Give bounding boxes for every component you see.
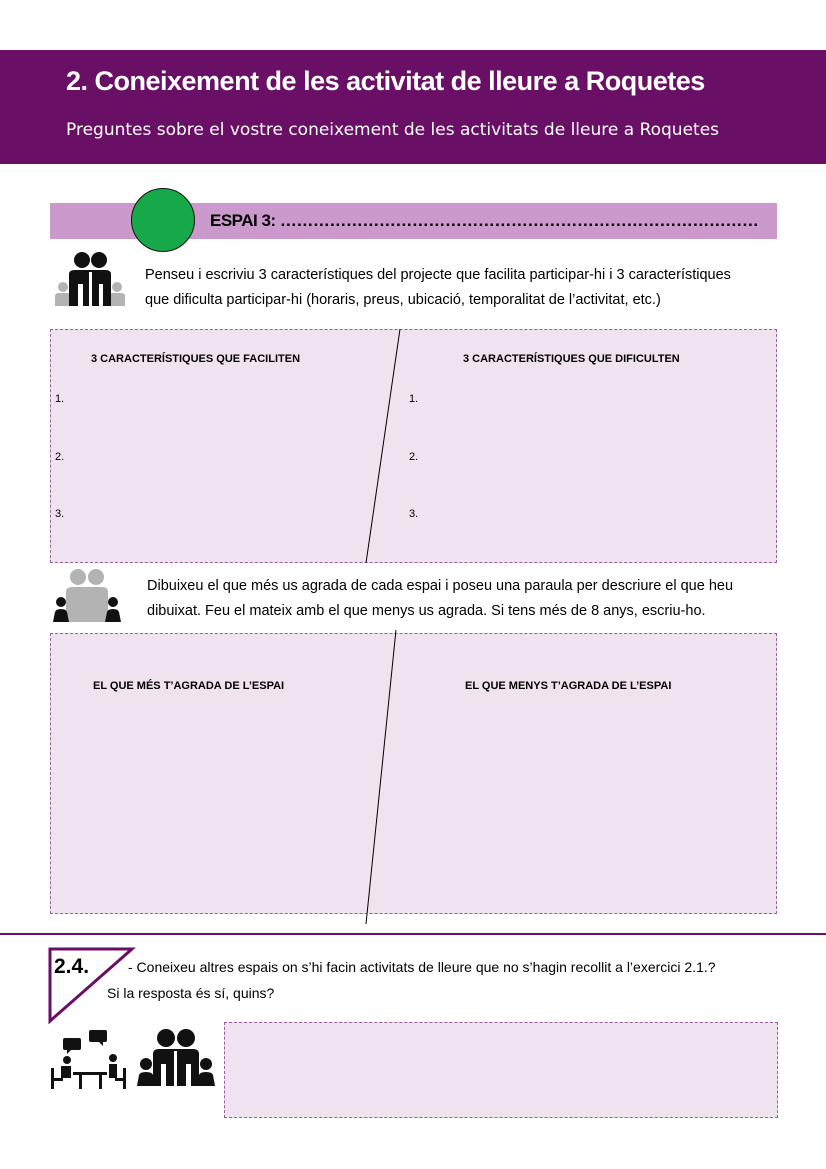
facilitate-heading: 3 CARACTERÍSTIQUES QUE FACILITEN: [91, 353, 301, 365]
divider-line: [360, 329, 410, 565]
drawing-divider-line: [360, 630, 410, 926]
hinder-heading: 3 CARACTERÍSTIQUES QUE DIFICULTEN: [463, 353, 680, 365]
dislike-heading: EL QUE MENYS T’AGRADA DE L’ESPAI: [465, 680, 672, 692]
like-heading: EL QUE MÉS T’AGRADA DE L’ESPAI: [93, 680, 285, 692]
question-line1: - Coneixeu altres espais on s’hi facin activitats de lleure que no s’hagin recollit a l’exercici 2.1.?: [128, 959, 716, 975]
answer-box[interactable]: [224, 1022, 778, 1118]
page-subtitle: Preguntes sobre el vostre coneixement de les activitats de lleure a Roquetes: [66, 120, 720, 140]
hinder-item-1[interactable]: 1.: [409, 393, 419, 405]
group-people-icon: [53, 250, 133, 308]
instruction-2-line1: Dibuixeu el que més us agrada de cada espai i poseu una paraula per descriure el que heu: [147, 578, 734, 594]
instruction-1-line1: Penseu i escriviu 3 característiques del projecte que facilita participar-hi i 3 característiques: [145, 267, 731, 283]
hinder-item-3[interactable]: 3.: [409, 508, 419, 520]
question-number: 2.4.: [54, 955, 90, 978]
espai-label: ESPAI 3: ……………………………………………………………………………: [210, 211, 759, 230]
question-line2: Si la resposta és sí, quins?: [107, 985, 275, 1001]
meeting-icon: [49, 1028, 129, 1090]
facilitate-item-3[interactable]: 3.: [55, 508, 65, 520]
instruction-1-line2: que dificulta participar-hi (horaris, preus, ubicació, temporalitat de l’activitat, etc.): [145, 292, 661, 308]
instruction-2-line2: dibuixat. Feu el mateix amb el que menys us agrada. Si tens més de 8 anys, escriu-ho.: [147, 603, 706, 619]
facilitate-item-1[interactable]: 1.: [55, 393, 65, 405]
espai-color-circle: [131, 188, 195, 252]
hinder-item-2[interactable]: 2.: [409, 451, 419, 463]
facilitate-item-2[interactable]: 2.: [55, 451, 65, 463]
page-title: 2. Coneixement de les activitat de lleure a Roquetes: [66, 66, 705, 96]
family-icon: [52, 568, 124, 624]
section-divider: [0, 933, 826, 935]
family-icon-bottom: [136, 1028, 216, 1088]
drawing-box[interactable]: [50, 633, 777, 914]
